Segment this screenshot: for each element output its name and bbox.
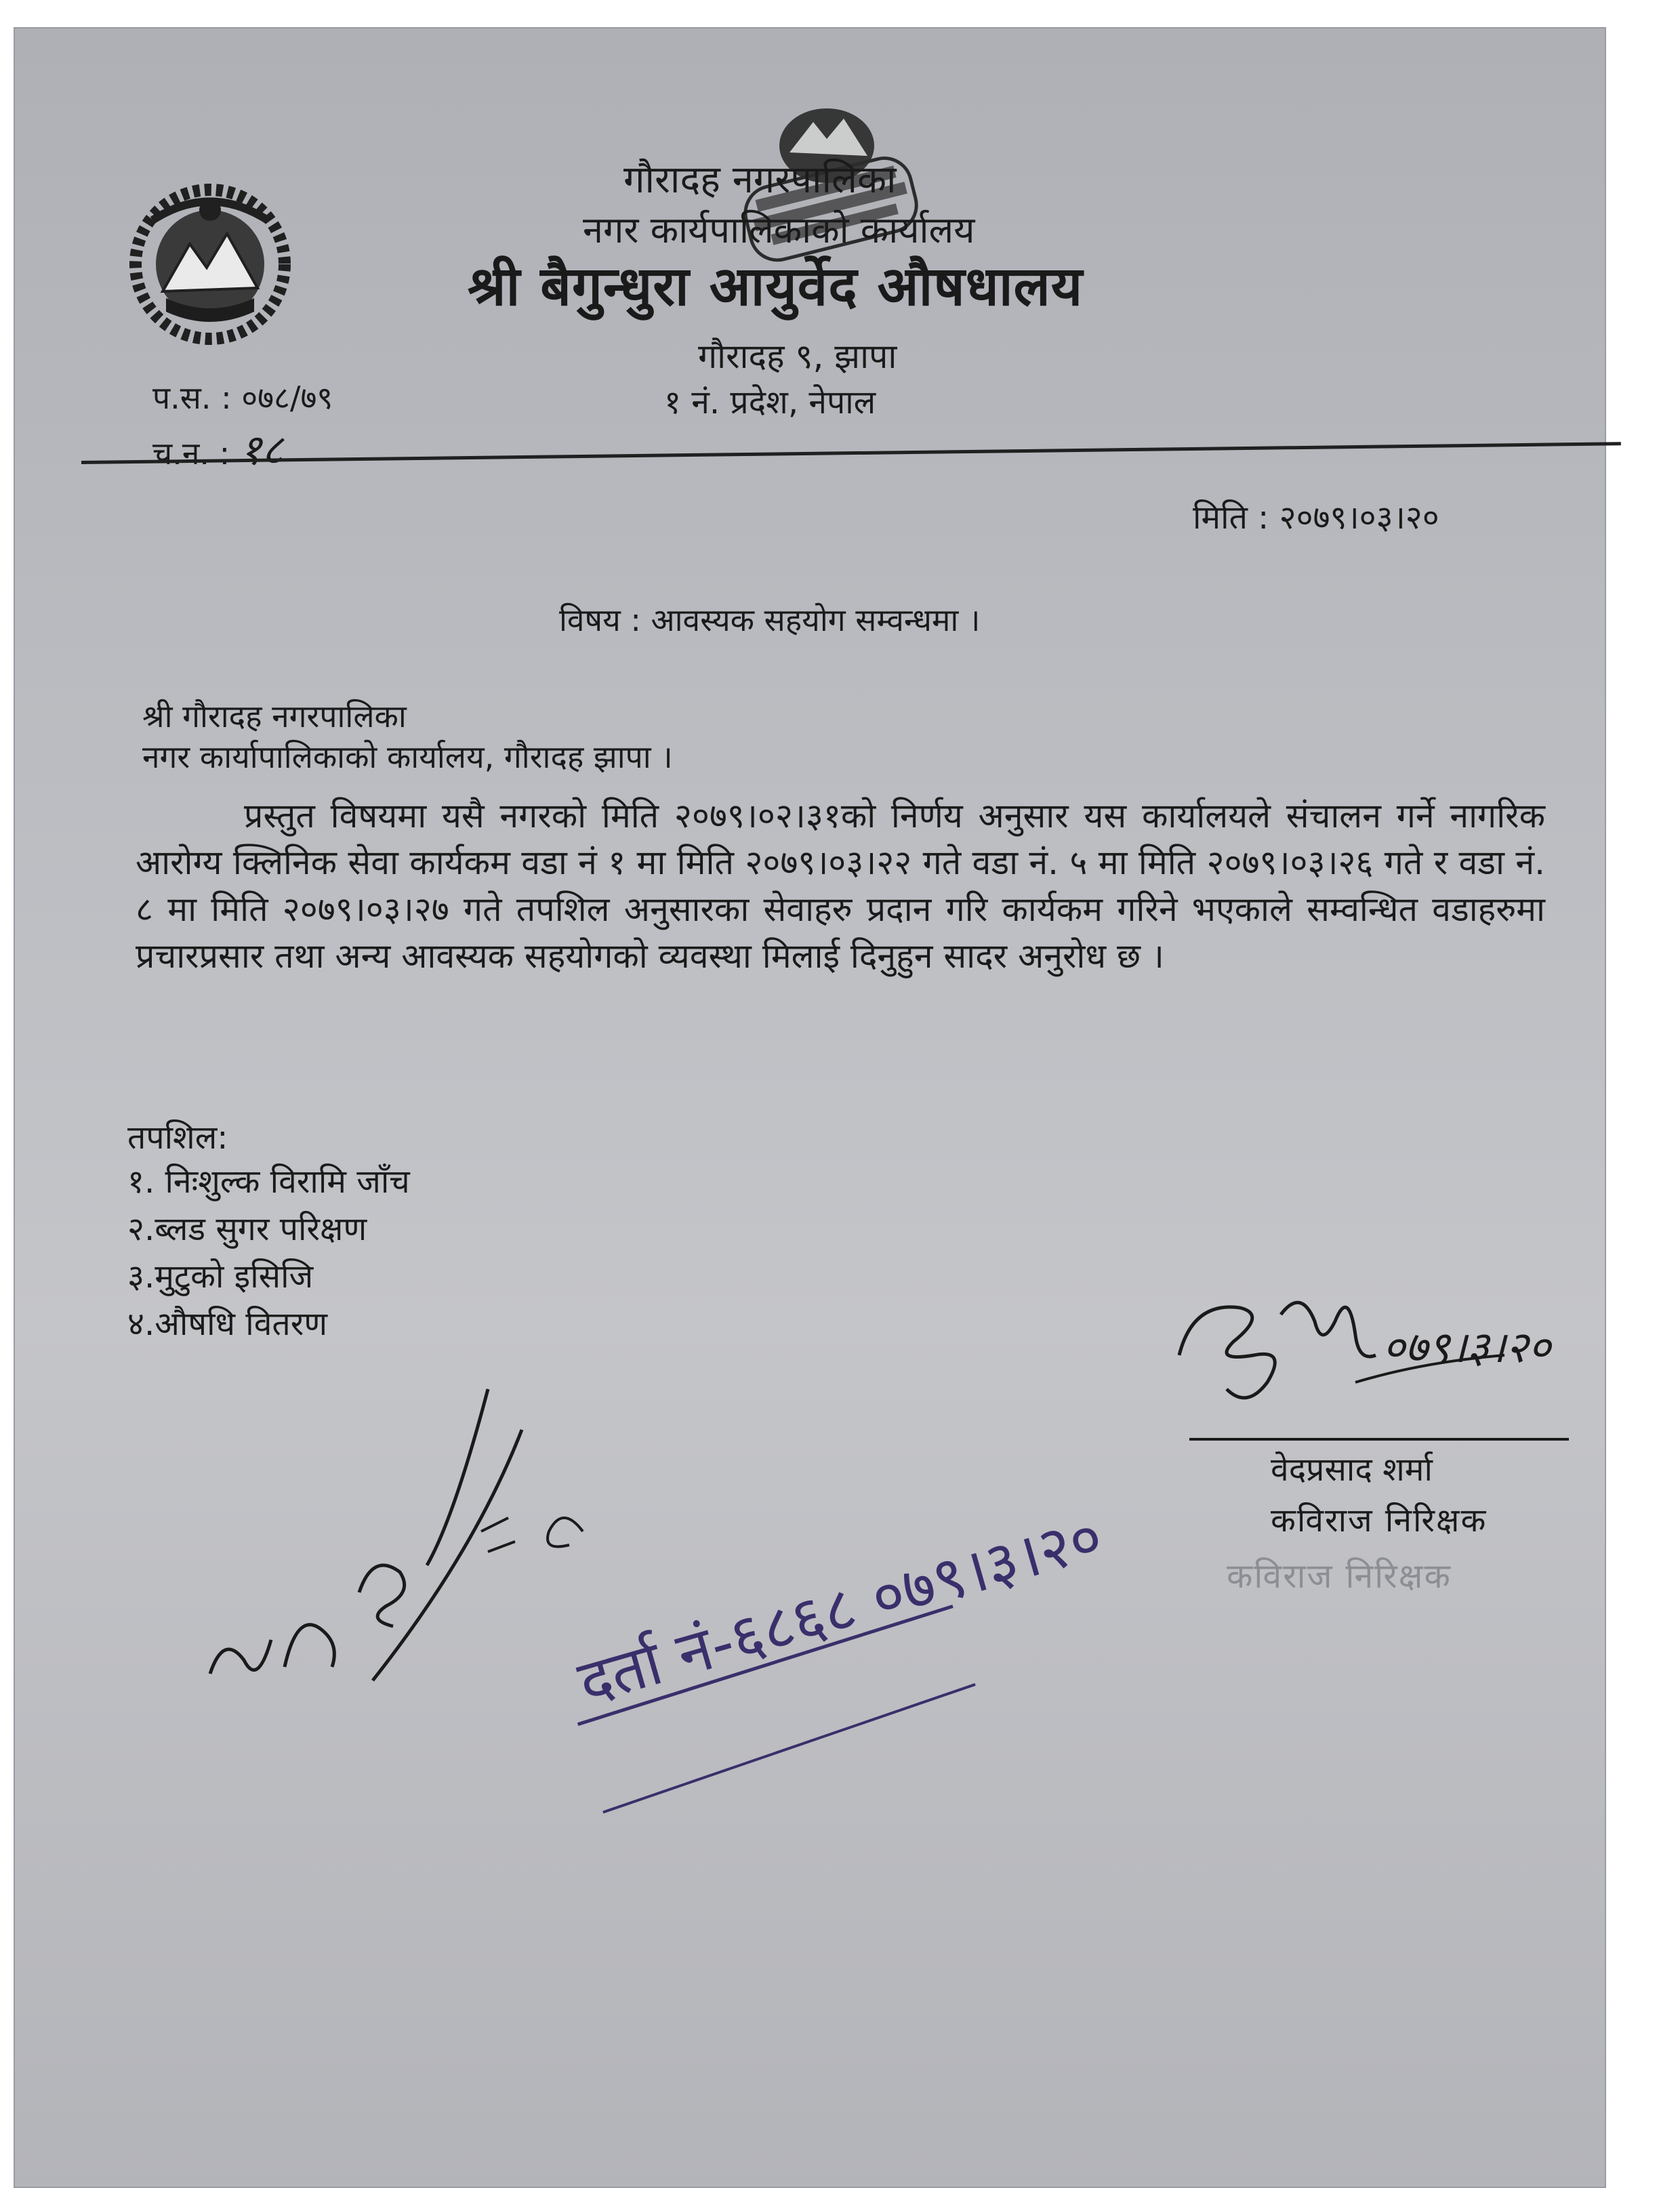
handwritten-signature xyxy=(1152,1260,1613,1423)
signature-line xyxy=(1189,1438,1569,1441)
fiscal-year-reference xyxy=(152,376,333,418)
scanned-letter-page xyxy=(14,27,1606,2188)
dispatch-number-label: च.न. : xyxy=(152,435,230,472)
addressee-line1: श्री गौरादह नगरपालिका xyxy=(142,698,407,735)
address-line1: गौरादह ९, झापा xyxy=(698,337,897,376)
header-divider xyxy=(81,442,1621,464)
office-name-line1: गौरादह नगरपालिका xyxy=(623,158,897,202)
address-line2: १ नं. प्रदेश, नेपाल xyxy=(664,384,876,421)
tapsil-item: १. निःशुल्क विरामि जाँच xyxy=(127,1163,410,1201)
signature-date-handwritten: ०७९।३।२० xyxy=(1382,1323,1551,1373)
nepal-emblem-logo xyxy=(125,180,295,349)
registration-handwritten-stamp xyxy=(556,1501,1111,1796)
tapsil-heading: तपशिल: xyxy=(127,1119,228,1157)
dispatch-number-reference xyxy=(152,420,283,477)
fiscal-year-label: प.स. : xyxy=(152,379,232,416)
faded-title-stamp: कविराज निरिक्षक xyxy=(1227,1556,1452,1596)
fiscal-year-value: ०७८/७९ xyxy=(241,379,333,416)
registration-number: दर्ता नं-६८६८ ०७९।३।२० xyxy=(571,1501,1111,1719)
letter-subject: विषय : आवस्यक सहयोग सम्वन्धमा । xyxy=(559,602,981,638)
letter-date: मिति : २०७९।०३।२० xyxy=(1193,499,1439,537)
addressee-line2: नगर कार्यापालिकाको कार्यालय, गौरादह झापा । xyxy=(142,739,673,775)
tapsil-item: ४.औषधि वितरण xyxy=(127,1305,328,1343)
signatory-title: कविराज निरिक्षक xyxy=(1271,1502,1488,1540)
office-name-line2: नगर कार्यपालिकाको कार्यालय xyxy=(583,209,975,251)
clinic-name-heading: श्री बैगुन्धुरा आयुर्वेद औषधालय xyxy=(468,255,1084,318)
dispatch-number-value: १८ xyxy=(239,425,284,474)
tapsil-item: ३.मुटुको इसिजि xyxy=(127,1258,314,1296)
tapsil-item: २.ब्लड सुगर परिक्षण xyxy=(127,1210,367,1248)
letter-body-paragraph: प्रस्तुत विषयमा यसै नगरको मिति २०७९।०२।३१को निर्णय अनुसार यस कार्यालयले संचालन गर्ने नागरिक आरोग्य क्लिनिक सेवा कार्यकम वडा नं १ मा मिति २०७९।०३।२२ गते वडा नं. ५ मा मिति २०७९।०३।२६ गते र वडा नं. ८ मा मिति २०७९।०३।२७ गते तपशिल अनुसारका सेवाहरु प्रदान गरि कार्यकम गरिने भएकाले सम्वन्धित वडाहरुमा प्रचारप्रसार तथा अन्य आवस्यक सहयोगको व्यवस्था मिलाई दिनुहुन सादर अनुरोध छ । xyxy=(136,796,1545,976)
signatory-name: वेदप्रसाद शर्मा xyxy=(1271,1451,1433,1489)
